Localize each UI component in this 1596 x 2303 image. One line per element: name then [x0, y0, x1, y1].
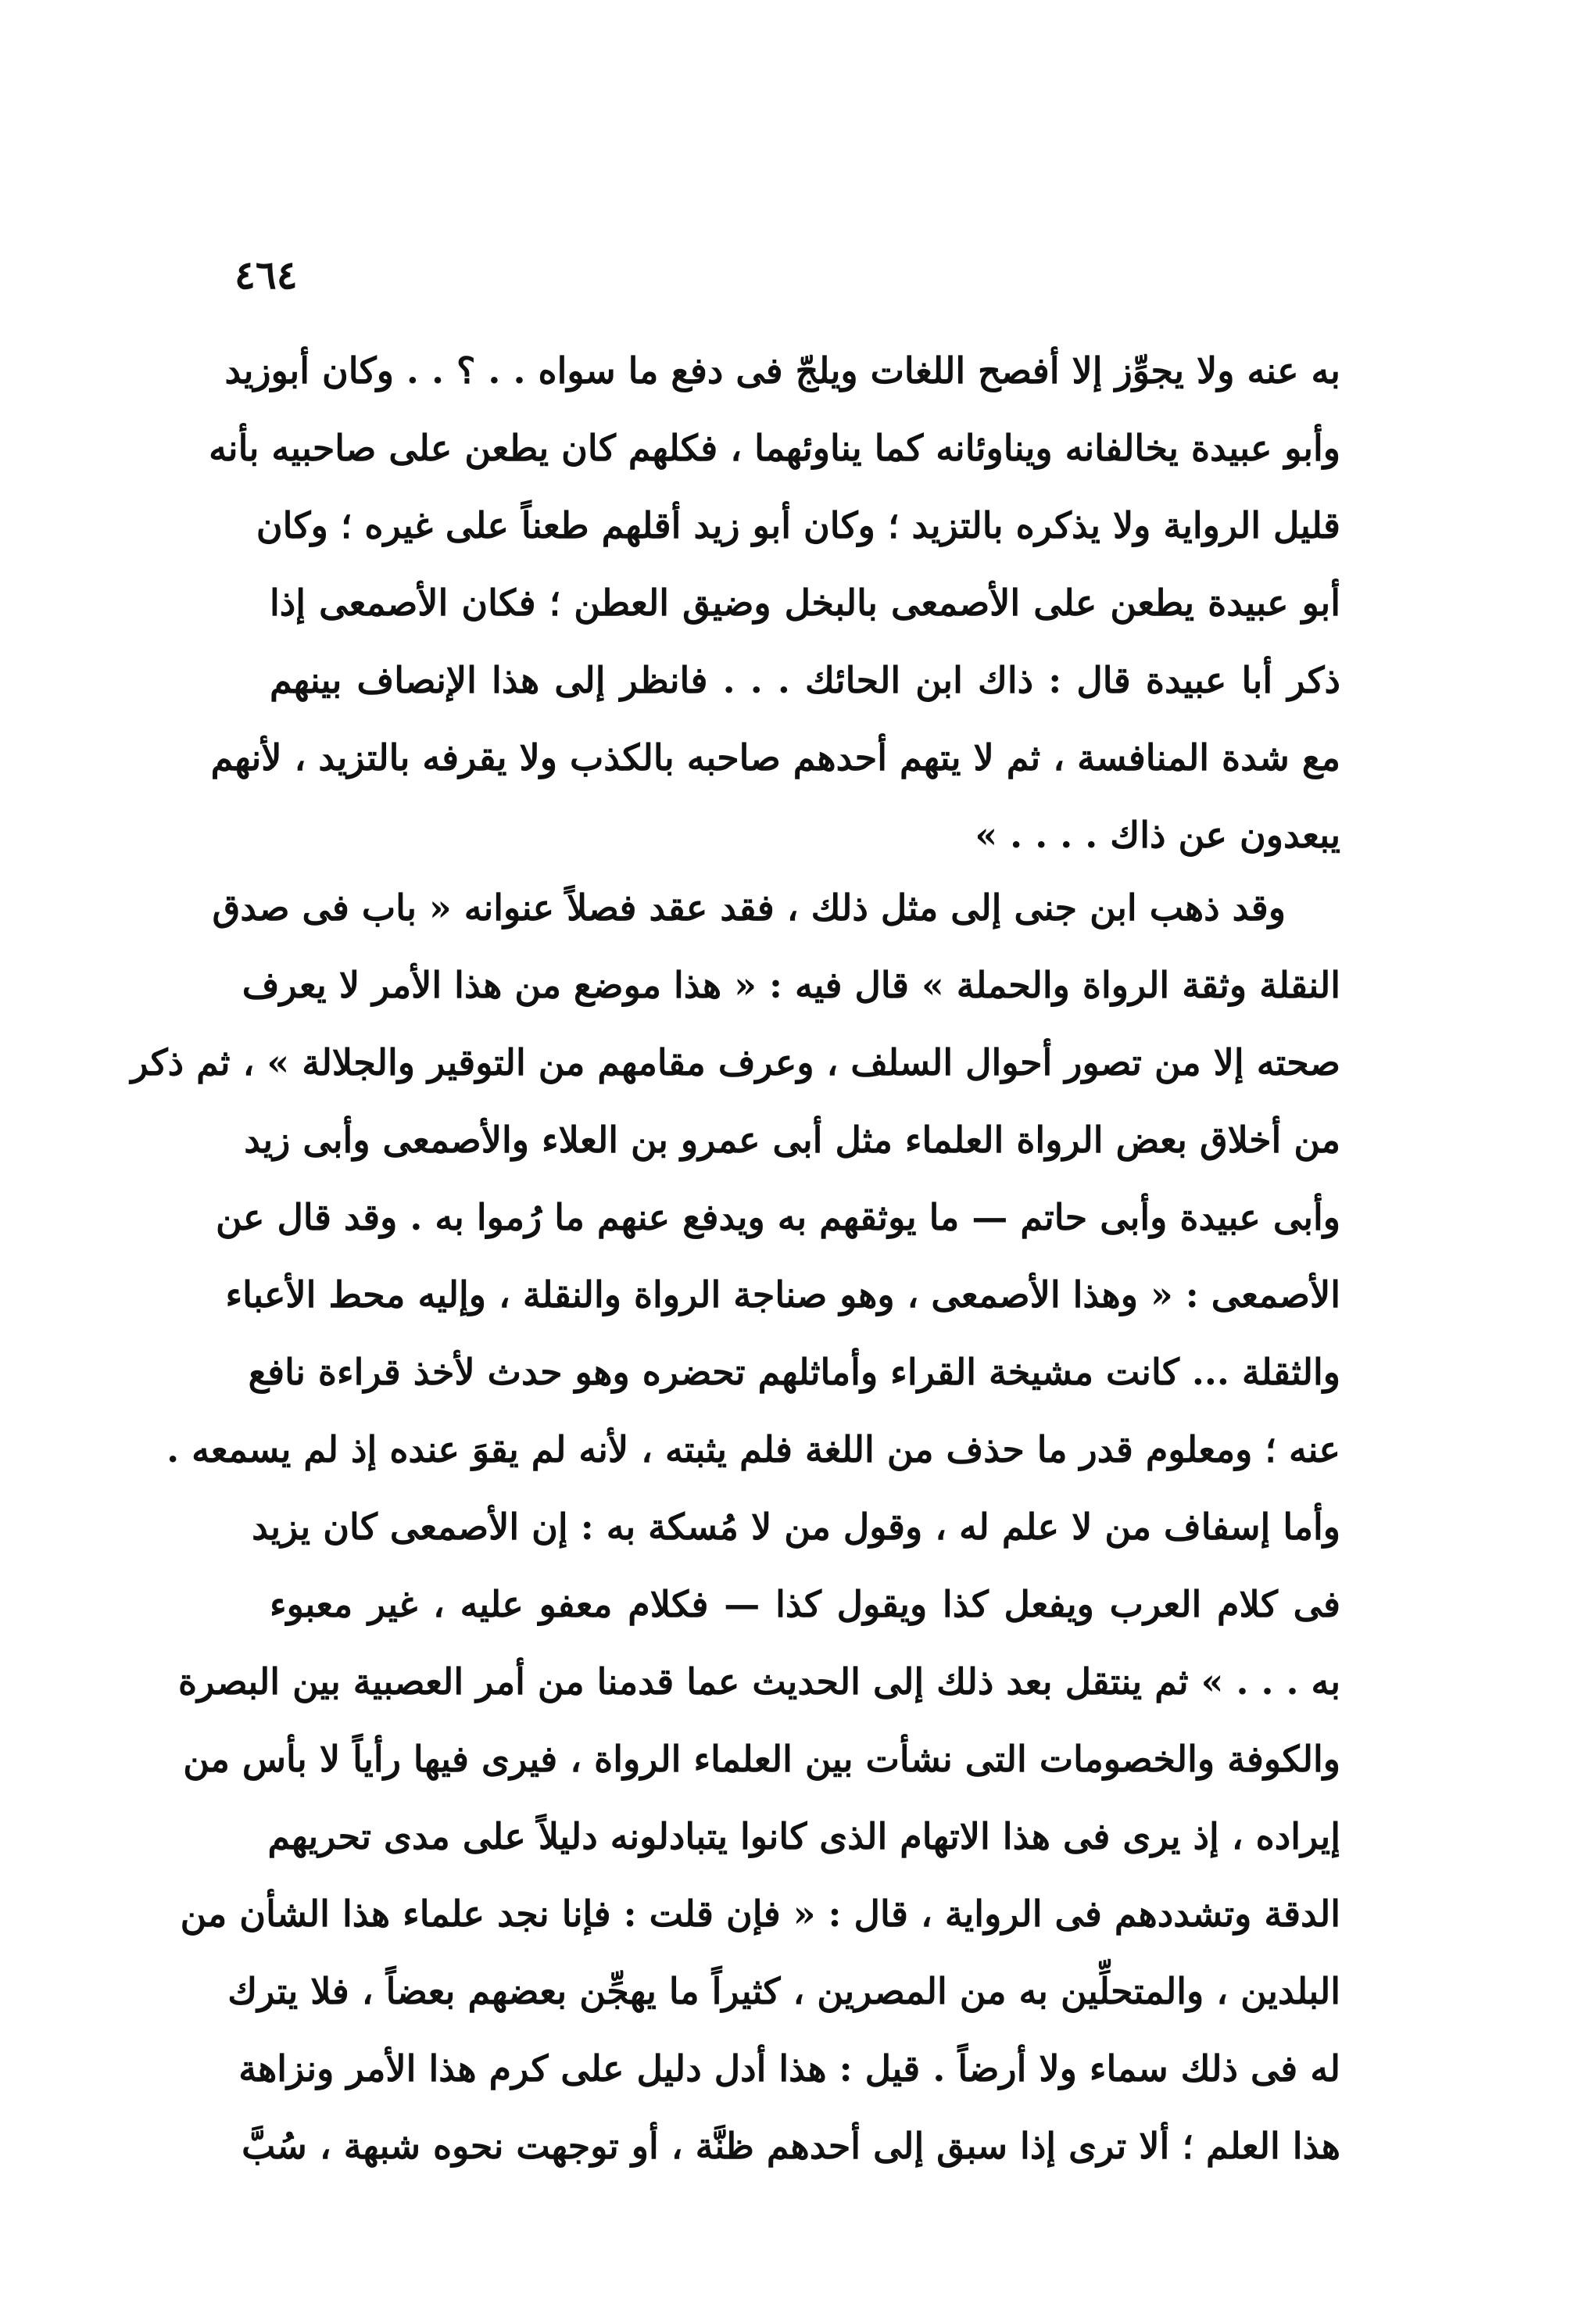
- text-line: من أخلاق بعض الرواة العلماء مثل أبى عمرو بن العلاء والأصمعى وأبى زيد: [244, 1119, 1340, 1161]
- text-line: الدقة وتشددهم فى الرواية ، قال : « فإن قلت : فإنا نجد علماء هذا الشأن من: [180, 1893, 1340, 1935]
- text-line: به عنه ولا يجوِّز إلا أفصح اللغات ويلجّ فى دفع ما سواه . . ؟ . . وكان أبوزيد: [224, 349, 1340, 392]
- page-number: ٤٦٤: [234, 252, 298, 298]
- text-line: مع شدة المنافسة ، ثم لا يتهم أحدهم صاحبه بالكذب ولا يقرفه بالتزيد ، لأنهم: [210, 736, 1340, 779]
- text-line: إيراده ، إذ يرى فى هذا الاتهام الذى كانوا يتبادلونه دليلاً على مدى تحريهم: [267, 1815, 1340, 1857]
- text-line: وأبو عبيدة يخالفانه ويناوئانه كما يناوئهما ، فكلهم كان يطعن على صاحبيه بأنه: [209, 427, 1340, 469]
- text-line: عنه ؛ ومعلوم قدر ما حذف من اللغة فلم يثبته ، لأنه لم يقوَ عنده إذ لم يسمعه .: [166, 1428, 1340, 1470]
- text-line: له فى ذلك سماء ولا أرضاً . قيل : هذا أدل دليل على كرم هذا الأمر ونزاهة: [238, 2047, 1340, 2090]
- quote-paragraph: [209, 332, 1340, 874]
- text-line: صحته إلا من تصور أحوال السلف ، وعرف مقامهم من التوقير والجلالة » ، ثم ذكر: [131, 1041, 1340, 1083]
- main-paragraph: [131, 869, 1340, 2185]
- text-line: البلدين ، والمتحلِّين به من المصرين ، كثيراً ما يهجِّن بعضهم بعضاً ، فلا يترك: [227, 1970, 1340, 2012]
- text-line: وأبى عبيدة وأبى حاتم — ما يوثقهم به ويدفع عنهم ما رُموا به . وقد قال عن: [216, 1196, 1340, 1238]
- text-line: النقلة وثقة الرواة والحملة » قال فيه : « هذا موضع من هذا الأمر لا يعرف: [242, 964, 1340, 1006]
- text-line: يبعدون عن ذاك . . . . »: [975, 814, 1340, 856]
- text-line: وأما إسفاف من لا علم له ، وقول من لا مُسكة به : إن الأصمعى كان يزيد: [252, 1506, 1340, 1548]
- text-line: وقد ذهب ابن جنى إلى مثل ذلك ، فقد عقد فصلاً عنوانه « باب فى صدق: [212, 886, 1286, 929]
- text-line: فى كلام العرب ويفعل كذا ويقول كذا — فكلام معفو عليه ، غير معبوء: [270, 1583, 1340, 1625]
- text-line: والكوفة والخصومات التى نشأت بين العلماء الرواة ، فيرى فيها رأياً لا بأس من: [183, 1738, 1340, 1780]
- text-line: الأصمعى : « وهذا الأصمعى ، وهو صناجة الرواة والنقلة ، وإليه محط الأعباء: [225, 1273, 1340, 1316]
- text-line: أبو عبيدة يطعن على الأصمعى بالبخل وضيق العطن ؛ فكان الأصمعى إذا: [270, 582, 1340, 624]
- text-line: قليل الرواية ولا يذكره بالتزيد ؛ وكان أبو زيد أقلهم طعناً على غيره ؛ وكان: [256, 504, 1340, 546]
- text-line: به . . . » ثم ينتقل بعد ذلك إلى الحديث عما قدمنا من أمر العصبية بين البصرة: [178, 1660, 1340, 1703]
- text-line: ذكر أبا عبيدة قال : ذاك ابن الحائك . . . فانظر إلى هذا الإنصاف بينهم: [270, 659, 1340, 701]
- text-line: هذا العلم ؛ ألا ترى إذا سبق إلى أحدهم ظنَّة ، أو توجهت نحوه شبهة ، سُبَّ: [242, 2125, 1340, 2167]
- text-line: والثقلة ... كانت مشيخة القراء وأماثلهم تحضره وهو حدث لأخذ قراءة نافع: [248, 1351, 1340, 1393]
